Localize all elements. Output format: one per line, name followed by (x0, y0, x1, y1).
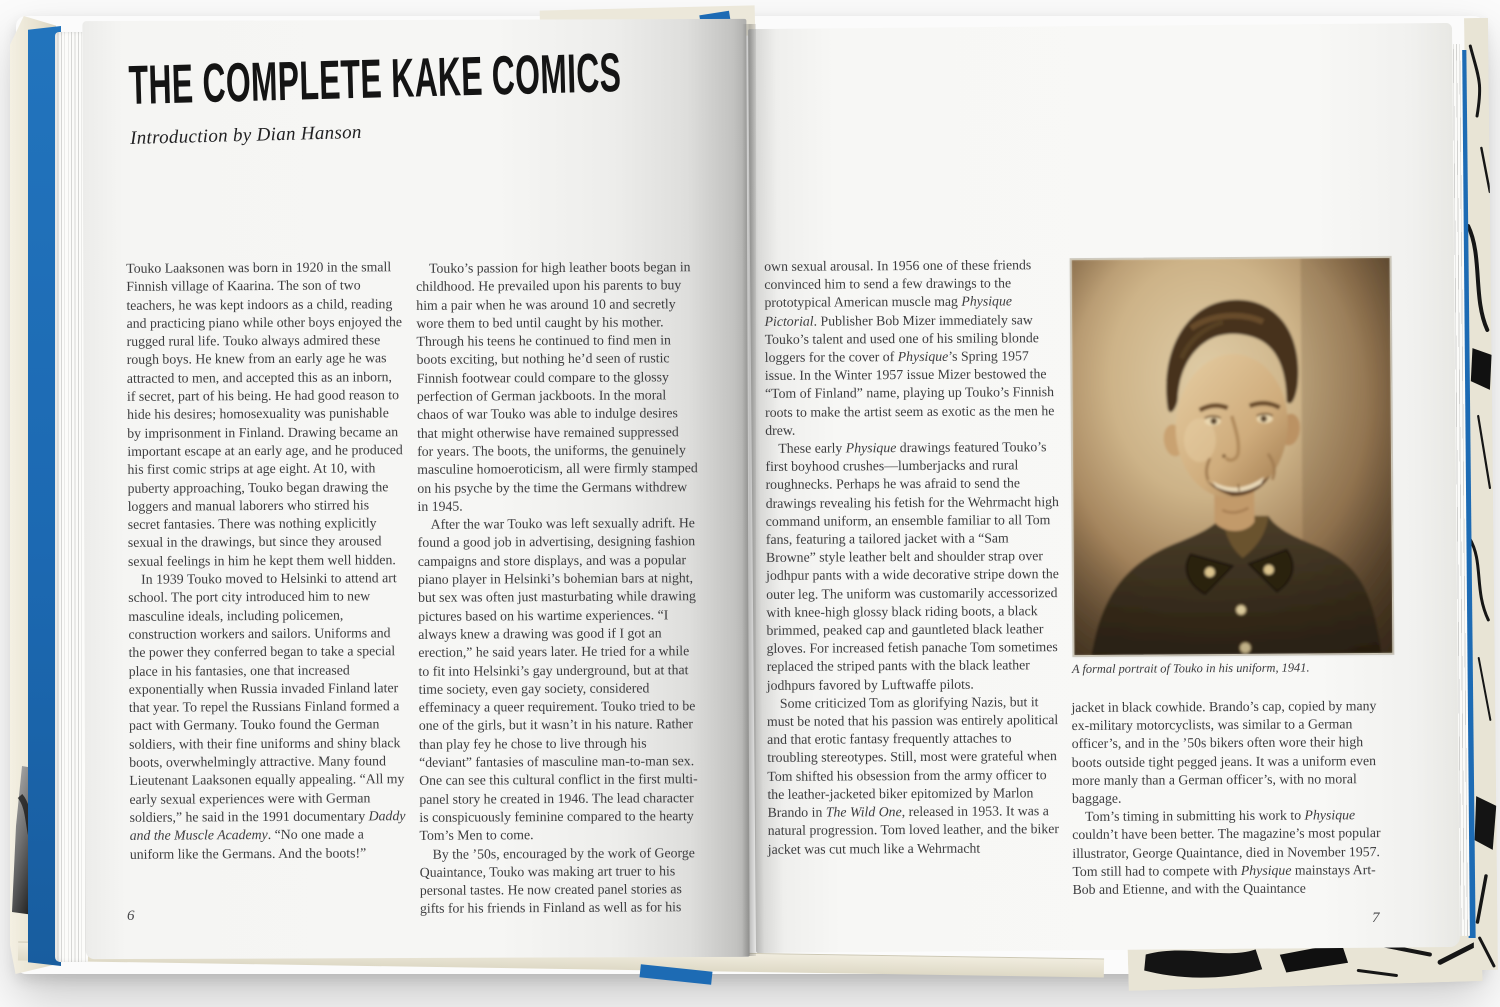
paragraph: Touko Laaksonen was born in 1920 in the small Finnish village of Kaarina. The son of two teachers, he was kept indoors as a child, reading and practicing piano while other boys enjoyed the rugged rural life. Touko always admired these rough boys. He knew from an early age he was attracted to men, and accepted this as an inborn, if secret, part of his being. He had good reason to hide his desires; homosexuality was punishable by imprisonment in Finland. Drawing became an important escape at an early age, and he produced his first comic strips at age eight. At 10, with puberty approaching, Touko began drawing the loggers and manual laborers who stirred his secret fantasies. There was nothing explicitly sexual in the drawings, but since they aroused sexual feelings in him he kept them well hidden. (126, 259, 403, 569)
right-page-column-1 (764, 256, 1063, 858)
paragraph: Touko’s passion for high leather boots began in childhood. He prevailed upon his parents to buy him a pair when he was around 10 and secretly wore them to bed until caught by his mother. Through his teens he continued to find men in boots exciting, but nothing he’d seen of rustic Finnish footwear could compare to the glossy perfection of German jackboots. In the moral chaos of war Touko was able to indulge desires that might otherwise have remained suppressed for years. The boots, the uniforms, the genuinely masculine homoeroticism, all were firmly stamped on his psyche by the time the Germans withdrew in 1945. (416, 259, 698, 514)
book-gutter (742, 24, 756, 956)
portrait-photo (1071, 257, 1394, 656)
right-page-column-2 (1071, 697, 1396, 899)
chapter-subtitle: Introduction by Dian Hanson (129, 121, 362, 149)
paragraph: Some criticized Tom as glorifying Nazis, but it must be noted that his passion was entirely apolitical and that erotic fantasy frequently attaches to troubling stereotypes. Still, most were grateful when Tom shifted his obsession from the army officer to the leather-jacketed biker epitomized by Marlon Brando in The Wild One, released in 1953. It was a natural progression. Tom loved leather, and the biker jacket was cut much like a Wehrmacht (766, 694, 1060, 857)
page-number-right: 7 (1372, 910, 1380, 926)
page-number-left: 6 (127, 908, 135, 924)
paragraph: Tom’s timing in submitting his work to Physique couldn’t have been better. The magazine’s most popular illustrator, George Quaintance, died in November 1957. Tom still had to compete with Physique mainstays Art-Bob and Etienne, and with the Quaintance (1072, 807, 1381, 898)
paragraph: After the war Touko was left sexually adrift. He found a good job in advertising, designing fashion campaigns and store displays, and was a popular piano player in Helsinki’s bohemian bars at night, but sex was often just masturbating while drawing pictures based on his wartime experiences. “I always knew a drawing was good if I got an erection,” he said years later. He tried for a while to fit into Helsinki’s gay underground, but at that time society, even gay society, considered effeminacy a queer requirement. Touko tried to be one of the girls, but it wasn’t in his nature. Rather than play fey he chose to live through his “deviant” fantasies of masculine man-to-man sex. One can see this cultural conflict in the first multi-panel story he created in 1946. The lead character is conspicuously feminine compared to the hearty Tom’s Men to come. (417, 515, 698, 844)
photo-caption: A formal portrait of Touko in his uniform, 1941. (1071, 660, 1310, 676)
chapter-title: THE COMPLETE KAKE COMICS (127, 41, 622, 116)
paragraph: By the ’50s, encouraged by the work of George Quaintance, Touko was making art truer to his personal tastes. He now created panel stories as gifts for his friends in Finland as well as for his (419, 844, 695, 917)
left-page-column-2 (416, 258, 701, 918)
paragraph: own sexual arousal. In 1956 one of these friends convinced him to send a few drawings to the prototypical American muscle mag Physique Pictorial. Publisher Bob Mizer immediately saw Touko’s talent and used one of his smiling blonde loggers for the cover of Physique’s Spring 1957 issue. In the Winter 1957 issue Mizer bestowed the “Tom of Finland” name, playing up Touko’s Finnish roots to make the artist seem as exotic as the men he drew. (764, 257, 1055, 438)
left-page-column-1 (126, 258, 406, 863)
paragraph: In 1939 Touko moved to Helsinki to attend art school. The port city introduced him to new masculine ideals, including policemen, construction workers and sailors. Uniforms and the power they conferred began to take a special place in his fantasies, one that increased exponentially when Russia invaded Finland later that year. To repel the Russians Finland formed a pact with Germany. Touko found the German soldiers, with their fine uniforms and shiny black boots, overwhelmingly attractive. Many found Lieutenant Laaksonen equally appealing. “All my early sexual experiences were with German soldiers,” he said in the 1991 documentary Daddy and the Muscle Academy. “No one made a uniform like the Germans. And the boots!” (128, 570, 406, 862)
paragraph: jacket in black cowhide. Brando’s cap, copied by many ex-military motorcyclists, was similar to a German officer’s, and in the ’50s bikers often wore their high boots outside tight pegged jeans. It was a uniform even more manly than a German officer’s, with no moral baggage. (1071, 698, 1377, 807)
paragraph: These early Physique drawings featured Touko’s first boyhood crushes—lumberjacks and rural roughnecks. Perhaps he was afraid to send the drawings revealing his fetish for the Wehrmacht high command uniform, an ensemble familiar to all Tom fans, featuring a tailored jacket with a “Sam Browne” style leather belt and shoulder strap over jodhpur pants with a wide decorative stripe down the outer leg. The uniform was customarily accessorized with knee-high glossy black riding boots, a black brimmed, peaked cap and gauntleted black leather gloves. For increased fetish panache Tom sometimes replaced the striped pants with the black leather jodhpurs favored by Luftwaffe pilots. (765, 439, 1059, 693)
